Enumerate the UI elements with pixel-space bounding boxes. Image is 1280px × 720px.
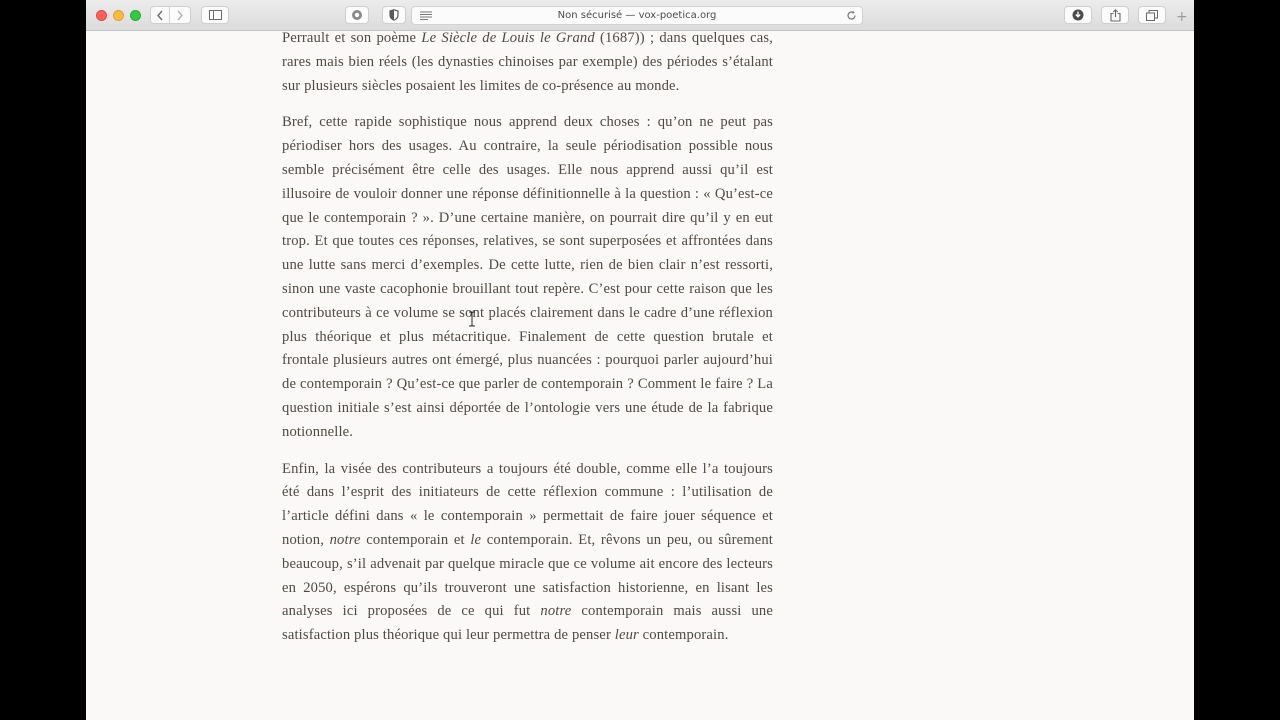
minimize-window-button[interactable] — [113, 10, 124, 21]
article-paragraph: Enfin, la visée des contributeurs a toujours été double, comme elle l’a toujours été dans l’esprit des initiateurs de cette réflexion commune : l’utilisation de l’article défini dans « le contemporain » permettait de faire jouer séquence et notion, notre contemporain et le contemporain. Et, rêvons un peu, ou sûrement beaucoup, s’il advenait par quelque miracle que ce volume ait encore des lecteurs en 2050, espérons qu’ils trouveront une satisfaction historienne, en lisant les analyses ici proposées de ce qui fut notre contemporain mais aussi une satisfaction plus théorique qui leur permettra de penser leur contemporain. — [282, 460, 773, 644]
chevron-right-icon — [176, 10, 184, 21]
close-window-button[interactable] — [96, 10, 107, 21]
share-icon — [1110, 9, 1121, 22]
share-button[interactable] — [1101, 6, 1129, 24]
tabs-icon — [1146, 10, 1158, 21]
downloads-button[interactable] — [1064, 6, 1092, 24]
url-text[interactable]: Non sécurisé — vox-poetica.org — [557, 10, 717, 21]
privacy-button[interactable] — [382, 6, 406, 24]
article-paragraph: Perrault et son poème Le Siècle de Louis le Grand (1687)) ; dans quelques cas, rares mais bien réels (les dynasties chinoises par exemple) des périodes s’étalant sur plusieurs siècles posaient les limites de co-présence au monde. — [282, 30, 774, 94]
globe-icon — [351, 9, 363, 21]
text-cursor-icon — [467, 311, 477, 327]
sidebar-icon — [209, 10, 222, 20]
download-icon — [1072, 9, 1084, 21]
shield-icon — [389, 9, 399, 21]
reload-icon[interactable] — [846, 10, 857, 21]
browser-window — [86, 0, 1194, 720]
article-body — [282, 27, 773, 661]
tabs-overview-button[interactable] — [1138, 6, 1166, 24]
back-button[interactable] — [150, 6, 170, 24]
address-bar[interactable] — [411, 6, 863, 25]
maximize-window-button[interactable] — [130, 10, 141, 21]
sidebar-button[interactable] — [201, 6, 229, 24]
forward-button[interactable] — [170, 6, 191, 24]
chevron-left-icon — [156, 10, 164, 21]
article-paragraph: Bref, cette rapide sophistique nous apprend deux choses : qu’on ne peut pas périodiser hors des usages. Au contraire, la seule périodisation possible nous semble précisément être celle des usages. Elle nous apprend aussi qu’il est illusoire de vouloir donner une réponse définitionnelle à la question : « Qu’est-ce que le contemporain ? ». D’une certaine manière, on pourrait dire qu’il y en eut trop. Et que toutes ces réponses, relatives, se sont superposées et affrontées dans une lutte sans merci d’exemples. De cette lutte, rien de bien clair n’est ressorti, sinon une vaste cacophonie brouillant tout repère. C’est pour cette raison que les contributeurs à ce volume se sont placés clairement dans le cadre d’une réflexion plus théorique et plus métacritique. Finalement de cette question brutale et frontale plusieurs autres ont émergé, plus nuancées : pourquoi parler aujourd’hui de contemporain ? Qu’est-ce que parler de contemporain ? Comment le faire ? La question initiale s’est ainsi déportée de l’ontologie vers une étude de la fabrique notionnelle. — [282, 114, 773, 440]
plus-icon[interactable]: + — [1176, 9, 1188, 25]
extension-button[interactable] — [345, 6, 369, 24]
